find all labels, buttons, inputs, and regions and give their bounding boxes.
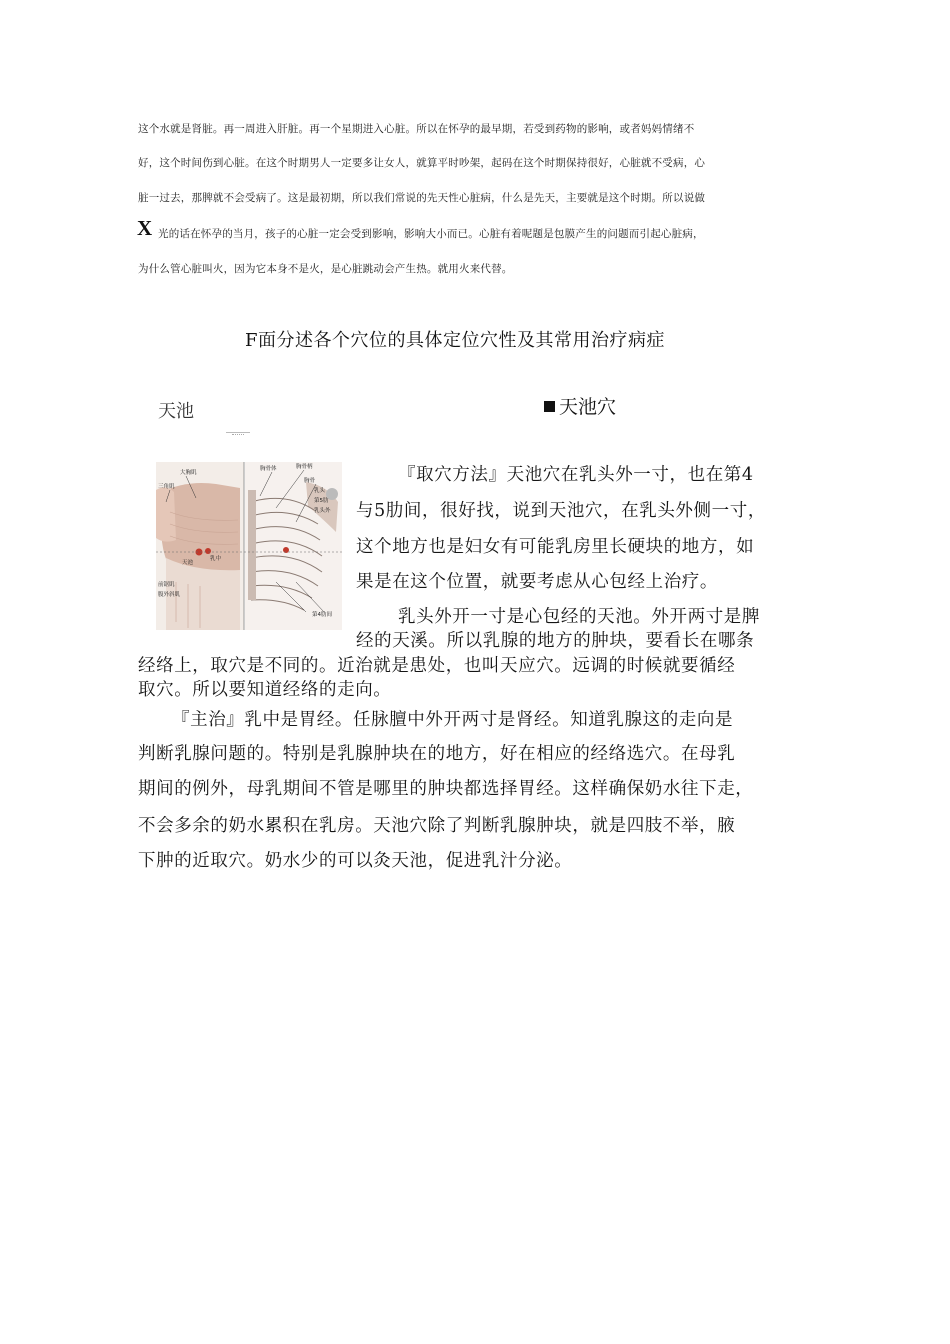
body-line-10: 判断乳腺问题的。特别是乳腺肿块在的地方，好在相应的经络选穴。在母乳 — [138, 744, 736, 764]
label-deltoid: 三角肌 — [158, 484, 175, 490]
intro-line-3: 脏一过去，那脾就不会受病了。这是最初期，所以我们常说的先天性心脏病，什么是先天，主要就是这个时期。所以说做 — [138, 192, 706, 204]
body-line-7: 经络上，取穴是不同的。近治就是患处，也叫天应穴。远调的时候就要循经 — [138, 656, 736, 676]
label-sternum: 胸骨 — [304, 478, 316, 484]
body-line-1: 『取穴方法』天池穴在乳头外一寸，也在第4 — [398, 465, 754, 485]
body-line-12: 不会多余的奶水累积在乳房。天池穴除了判断乳腺肿块，就是四肢不举，腋 — [138, 816, 736, 836]
body-line-8: 取穴。所以要知道经络的走向。 — [138, 680, 392, 700]
label-4th-intercostal: 第4肋间 — [312, 612, 332, 618]
label-manubrium: 胸骨柄 — [296, 464, 313, 470]
label-external-oblique: 腹外斜肌 — [158, 592, 181, 598]
label-serratus: 前锯肌 — [158, 582, 175, 588]
intro-line-5: 为什么管心脏叫火，因为它本身不是火，是心脏跳动会产生热。就用火来代替。 — [138, 263, 513, 275]
label-nipple: 乳头 — [314, 488, 326, 494]
body-line-9: 『主治』乳中是胃经。任脉膻中外开两寸是肾经。知道乳腺这的走向是 — [172, 710, 734, 730]
body-line-4: 果是在这个位置，就要考虑从心包经上治疗。 — [356, 572, 718, 592]
small-caption-mark — [226, 432, 250, 439]
label-sternum-body: 胸骨体 — [260, 466, 277, 472]
label-pectoralis: 大胸肌 — [180, 470, 197, 476]
label-tianchi: 天池 — [182, 560, 194, 566]
section-heading: F面分述各个穴位的具体定位穴性及其常用治疗病症 — [245, 330, 665, 351]
intro-line-2: 好，这个时间伤到心脏。在这个时期男人一定要多让女人，就算平时吵架，起码在这个时期保持很好，心脏就不受病，心 — [138, 157, 706, 169]
intro-big-x: X — [137, 216, 153, 240]
point-title — [544, 392, 616, 419]
body-line-13: 下肿的近取穴。奶水少的可以灸天池，促进乳汁分泌。 — [138, 851, 573, 871]
body-line-6: 经的天溪。所以乳腺的地方的肿块，要看长在哪条 — [356, 631, 755, 651]
square-bullet-icon — [544, 401, 555, 412]
ruzhong-point-icon — [205, 548, 211, 554]
side-label: 天池 — [158, 401, 194, 422]
body-line-11: 期间的例外，母乳期间不管是哪里的肿块都选择胃经。这样确保奶水往下走， — [138, 779, 754, 799]
body-line-2: 与5肋间，很好找，说到天池穴，在乳头外侧一寸， — [356, 501, 766, 521]
body-line-3: 这个地方也是妇女有可能乳房里长硬块的地方，如 — [356, 537, 755, 557]
intro-line-4: 光的话在怀孕的当月，孩子的心脏一定会受到影响，影响大小而已。心脏有着呢题是包膜产生的问题而引起心脏病， — [158, 228, 704, 240]
label-ruzhong: 乳中 — [210, 556, 222, 562]
deltoid-muscle — [156, 487, 176, 541]
body-line-5: 乳头外开一寸是心包经的天池。外开两寸是脾 — [398, 607, 760, 627]
anatomy-figure — [156, 462, 342, 630]
label-nipple-outer: 乳头外 — [314, 508, 331, 514]
sternum — [248, 490, 256, 600]
point-title-text: 天池穴 — [559, 396, 617, 418]
anatomy-illustration — [156, 462, 342, 630]
label-5th-rib: 第5肋 — [314, 498, 329, 504]
intro-line-1: 这个水就是肾脏。再一周进入肝脏。再一个星期进入心脏。所以在怀孕的最早期，若受到药物的影响，或者妈妈情绪不 — [138, 123, 695, 135]
